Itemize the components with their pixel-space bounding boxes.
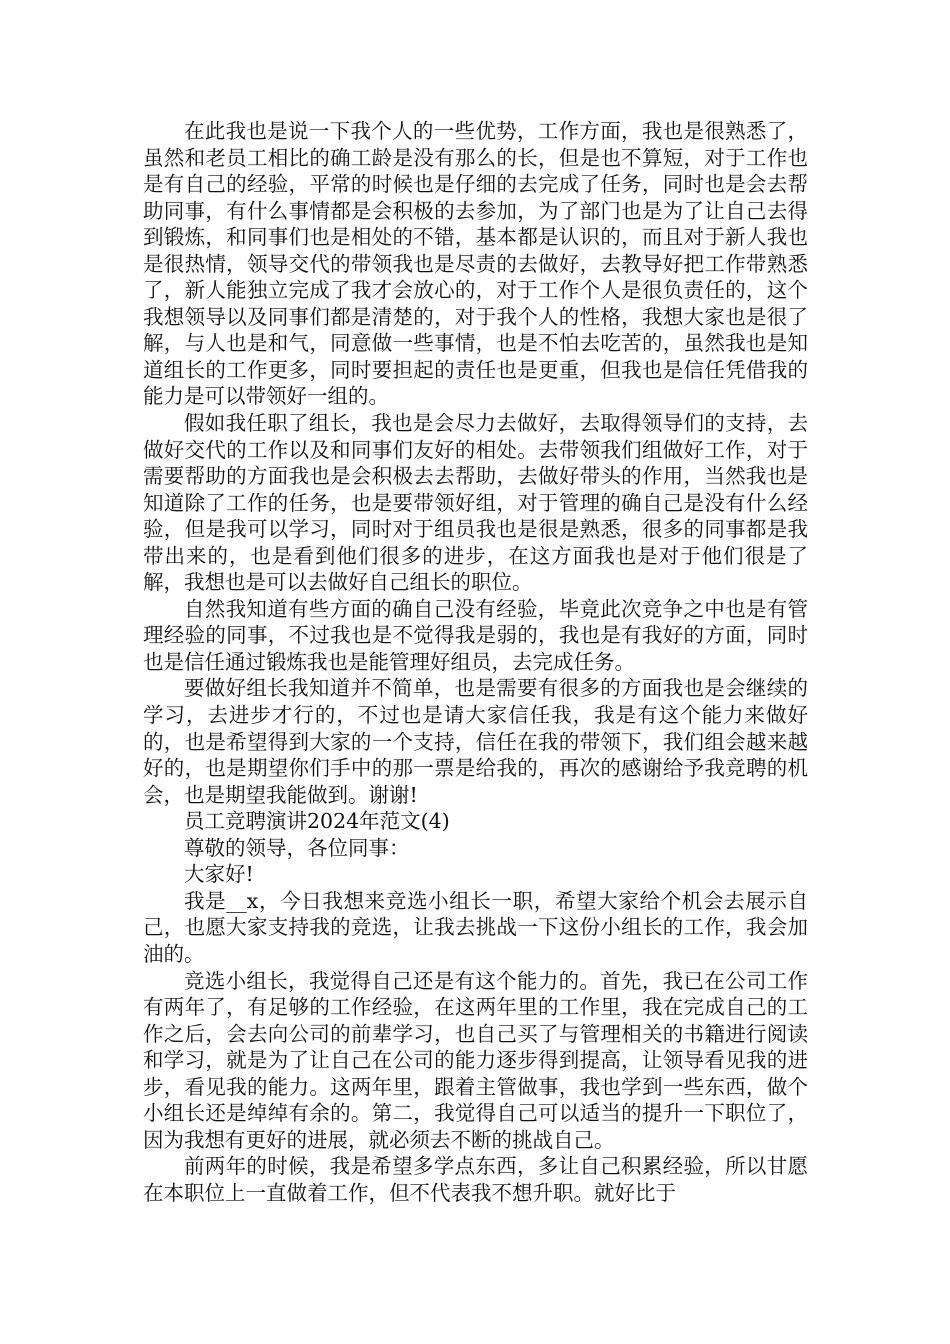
greeting: 大家好!: [184, 862, 254, 887]
salutation: 尊敬的领导，各位同事：: [184, 835, 410, 860]
body-paragraph: 我是__x，今日我想来竞选小组长一职，希望大家给个机会去展示自己，也愿大家支持我的竞选，让我去挑战一下这份小组长的工作，我会加油的。: [143, 888, 808, 966]
section-title: 员工竞聘演讲2024年范文(4): [184, 809, 450, 834]
document-page: [143, 118, 808, 1206]
body-paragraph: 自然我知道有些方面的确自己没有经验，毕竟此次竞争之中也是有管理经验的同事，不过我也是不觉得我是弱的，我也是有我好的方面，同时也是信任通过锻炼我也是能管理好组员，去完成任务。: [143, 596, 808, 674]
body-paragraph: 要做好组长我知道并不简单，也是需要有很多的方面我也是会继续的学习，去进步才行的，不过也是请大家信任我，我是有这个能力来做好的，也是希望得到大家的一个支持，信任在我的带领下，我们组会越来越好的，也是期望你们手中的那一票是给我的，再次的感谢给予我竞聘的机会，也是期望我能做到。谢谢!: [143, 676, 808, 807]
body-paragraph: 竞选小组长，我觉得自己还是有这个能力的。首先，我已在公司工作有两年了，有足够的工作经验，在这两年里的工作里，我在完成自己的工作之后，会去向公司的前辈学习，也自己买了与管理相关的书籍进行阅读和学习，就是为了让自己在公司的能力逐步得到提高，让领导看见我的进步，看见我的能力。这两年里，跟着主管做事，我也学到一些东西，做个小组长还是绰绰有余的。第二，我觉得自己可以适当的提升一下职位了，因为我想有更好的进展，就必须去不断的挑战自己。: [143, 968, 808, 1152]
body-paragraph: 前两年的时候，我是希望多学点东西，多让自己积累经验，所以甘愿在本职位上一直做着工作，但不代表我不想升职。就好比于: [143, 1154, 808, 1205]
body-paragraph: 假如我任职了组长，我也是会尽力去做好，去取得领导们的支持，去做好交代的工作以及和同事们友好的相处。去带领我们组做好工作，对于需要帮助的方面我也是会积极去去帮助，去做好带头的作用，当然我也是知道除了工作的任务，也是要带领好组，对于管理的确自己是没有什么经验，但是我可以学习，同时对于组员我也是很是熟悉，很多的同事都是我带出来的，也是看到他们很多的进步，在这方面我也是对于他们很是了解，我想也是可以去做好自己组长的职位。: [143, 411, 808, 595]
body-paragraph: 在此我也是说一下我个人的一些优势，工作方面，我也是很熟悉了，虽然和老员工相比的确工龄是没有那么的长，但是也不算短，对于工作也是有自己的经验，平常的时候也是仔细的去完成了任务，同时也是会去帮助同事，有什么事情都是会积极的去参加，为了部门也是为了让自己去得到锻炼，和同事们也是相处的不错，基本都是认识的，而且对于新人我也是很热情，领导交代的带领我也是尽责的去做好，去教导好把工作带熟悉了，新人能独立完成了我才会放心的，对于工作个人是很负责任的，这个我想领导以及同事们都是清楚的，对于我个人的性格，我想大家也是很了解，与人也是和气，同意做一些事情，也是不怕去吃苦的，虽然我也是知道组长的工作更多，同时要担起的责任也是更重，但我也是信任凭借我的能力是可以带领好一组的。: [143, 119, 808, 409]
